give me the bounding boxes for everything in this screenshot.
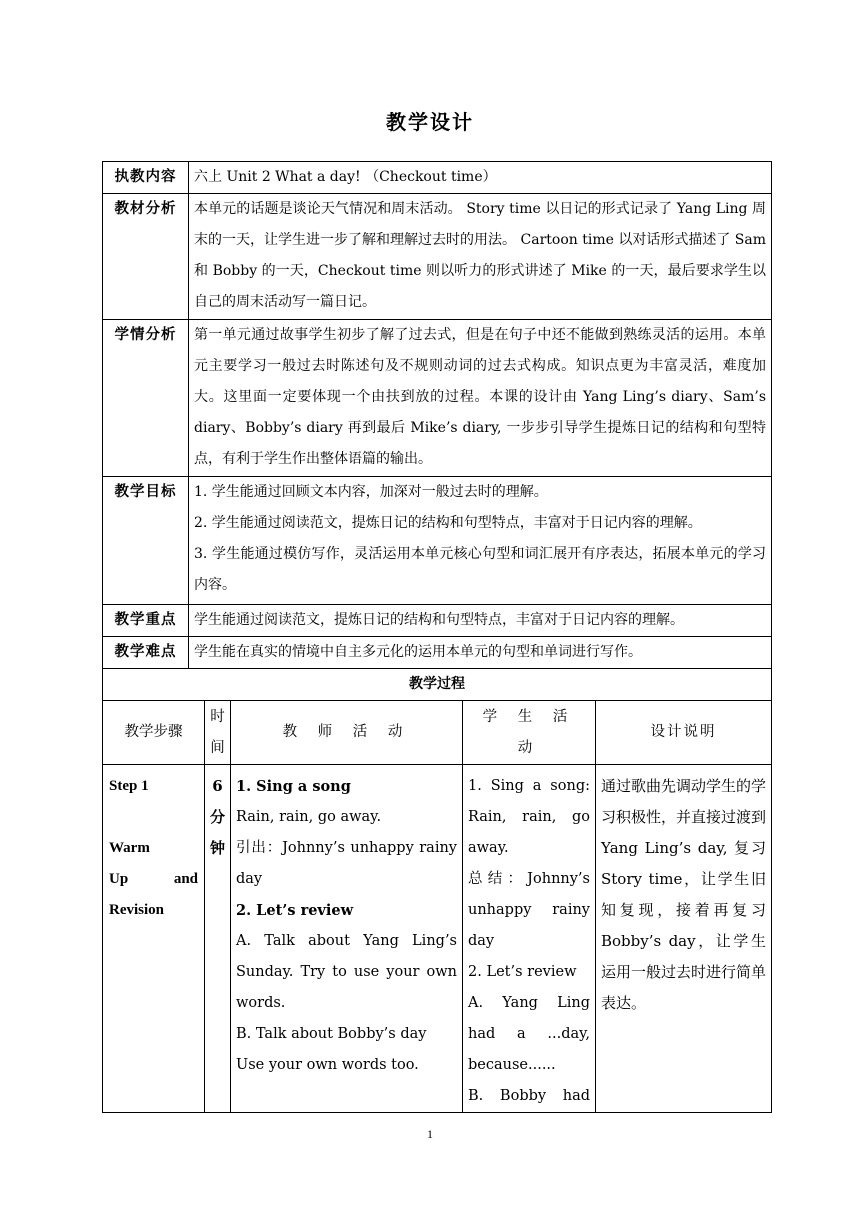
row-label-content: 执教内容 (103, 162, 189, 194)
row-label-difficulty: 教学难点 (103, 637, 189, 669)
row-value-content: 六上 Unit 2 What a day! （Checkout time） (189, 162, 772, 194)
goal-item: 2. 学生能通过阅读范文，提炼日记的结构和句型特点，丰富对于日记内容的理解。 (194, 515, 702, 531)
student-activity: 1. Sing a song: Rain, rain, go away. 总结：Johnny’s unhappy rainy day 2. Let’s review A. Yang Ling had a ...day, because...... B. Bobby had (463, 765, 596, 1113)
step-cell: Step 1 Warm Up and Revision (103, 765, 205, 1113)
page-title: 教学设计 (386, 110, 474, 134)
table-row (103, 320, 772, 477)
header-student: 学 生 活 动 (463, 701, 596, 765)
row-value-goals (189, 477, 772, 605)
design-note: 通过歌曲先调动学生的学习积极性，并直接过渡到 Yang Ling’s day, 复习 Story time，让学生旧知复现，接着再复习 Bobby’s day，让学生运用一般过去时进行简单表达。 (596, 765, 772, 1113)
table-header-row (103, 701, 772, 765)
row-label-key-point: 教学重点 (103, 605, 189, 637)
lesson-plan-table (102, 161, 772, 1113)
table-row (103, 637, 772, 669)
row-label-material: 教材分析 (103, 194, 189, 320)
table-row (103, 765, 772, 1113)
time-cell: 6 分 钟 (205, 765, 231, 1113)
table-row (103, 162, 772, 194)
page-number: 1 (427, 1127, 433, 1141)
table-row (103, 194, 772, 320)
row-label-goals: 教学目标 (103, 477, 189, 605)
goal-item: 1. 学生能通过回顾文本内容，加深对一般过去时的理解。 (194, 484, 548, 500)
teacher-activity: 1. Sing a song Rain, rain, go away. 引出：Johnny’s unhappy rainy day 2. Let’s review A. Talk about Yang Ling’s Sunday. Try to use your own words. B. Talk about Bobby’s day Use your own words too. (231, 765, 463, 1113)
process-title: 教学过程 (103, 669, 772, 701)
header-teacher: 教 师 活 动 (231, 701, 463, 765)
table-row (103, 669, 772, 701)
header-time: 时 间 (205, 701, 231, 765)
row-value-material: 本单元的话题是谈论天气情况和周末活动。 Story time 以日记的形式记录了 Yang Ling 周末的一天，让学生进一步了解和理解过去时的用法。 Cartoon time 以对话形式描述了 Sam 和 Bobby 的一天，Checkout time 则以听力的形式讲述了 Mike 的一天，最后要求学生以自己的周末活动写一篇日记。 (189, 194, 772, 320)
row-value-students: 第一单元通过故事学生初步了解了过去式，但是在句子中还不能做到熟练灵活的运用。本单元主要学习一般过去时陈述句及不规则动词的过去式构成。知识点更为丰富灵活，难度加大。这里面一定要体现一个由扶到放的过程。本课的设计由 Yang Ling’s diary、Sam’s diary、Bobby’s diary 再到最后 Mike’s diary, 一步步引导学生提炼日记的结构和句型特点，有利于学生作出整体语篇的输出。 (189, 320, 772, 477)
row-label-students: 学情分析 (103, 320, 189, 477)
row-value-difficulty: 学生能在真实的情境中自主多元化的运用本单元的句型和单词进行写作。 (189, 637, 772, 669)
goal-item: 3. 学生能通过模仿写作，灵活运用本单元核心句型和词汇展开有序表达，拓展本单元的学习内容。 (194, 546, 767, 593)
row-value-key-point: 学生能通过阅读范文，提炼日记的结构和句型特点，丰富对于日记内容的理解。 (189, 605, 772, 637)
header-step: 教学步骤 (103, 701, 205, 765)
header-design: 设计说明 (596, 701, 772, 765)
table-row (103, 477, 772, 605)
table-row (103, 605, 772, 637)
